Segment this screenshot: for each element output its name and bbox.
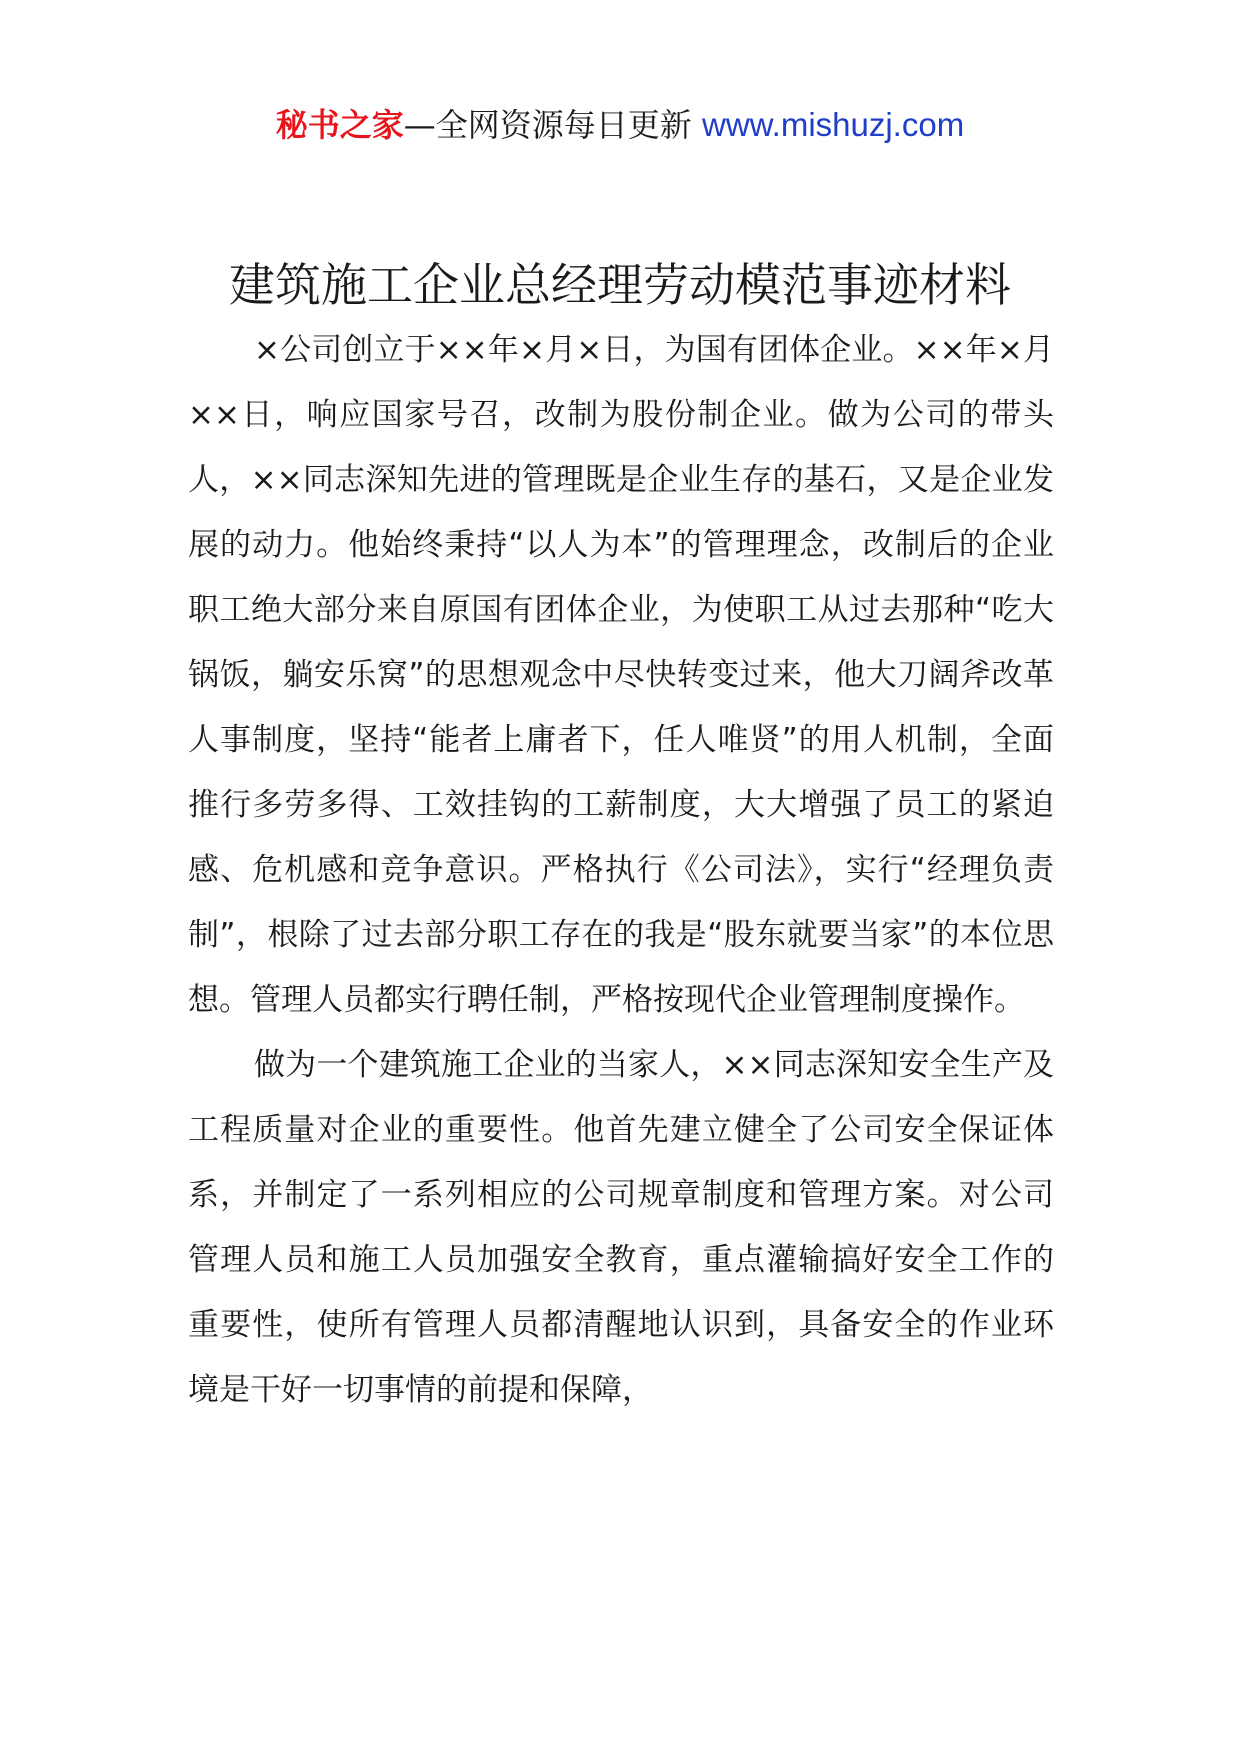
site-tagline: —全网资源每日更新 (403, 106, 692, 144)
site-url-link[interactable]: www.mishuzj.com (701, 106, 965, 143)
paragraph-1: ×公司创立于××年×月×日，为国有团体企业。××年×月××日，响应国家号召，改制为股份制企业。做为公司的带头人，××同志深知先进的管理既是企业生存的基石，又是企业发展的动力。他始终秉持“以人为本”的管理理念，改制后的企业职工绝大部分来自原国有团体企业，为使职工从过去那种“吃大锅饭，躺安乐窝”的思想观念中尽快转变过来，他大刀阔斧改革人事制度，坚持“能者上庸者下，任人唯贤”的用人机制，全面推行多劳多得、工效挂钩的工薪制度，大大增强了员工的紧迫感、危机感和竞争意识。严格执行《公司法》，实行“经理负责制”，根除了过去部分职工存在的我是“股东就要当家”的本位思想。管理人员都实行聘任制，严格按现代企业管理制度操作。 (188, 332, 1054, 1018)
paragraph-2: 做为一个建筑施工企业的当家人，××同志深知安全生产及工程质量对企业的重要性。他首先建立健全了公司安全保证体系，并制定了一系列相应的公司规章制度和管理方案。对公司管理人员和施工人员加强安全教育，重点灌输搞好安全工作的重要性，使所有管理人员都清醒地认识到，具备安全的作业环境是干好一切事情的前提和保障， (188, 1047, 1054, 1408)
document-title: 建筑施工企业总经理劳动模范事迹材料 (229, 258, 1011, 312)
site-header (0, 100, 1240, 150)
site-brand: 秘书之家 (275, 106, 404, 144)
document-body (188, 318, 1054, 1423)
